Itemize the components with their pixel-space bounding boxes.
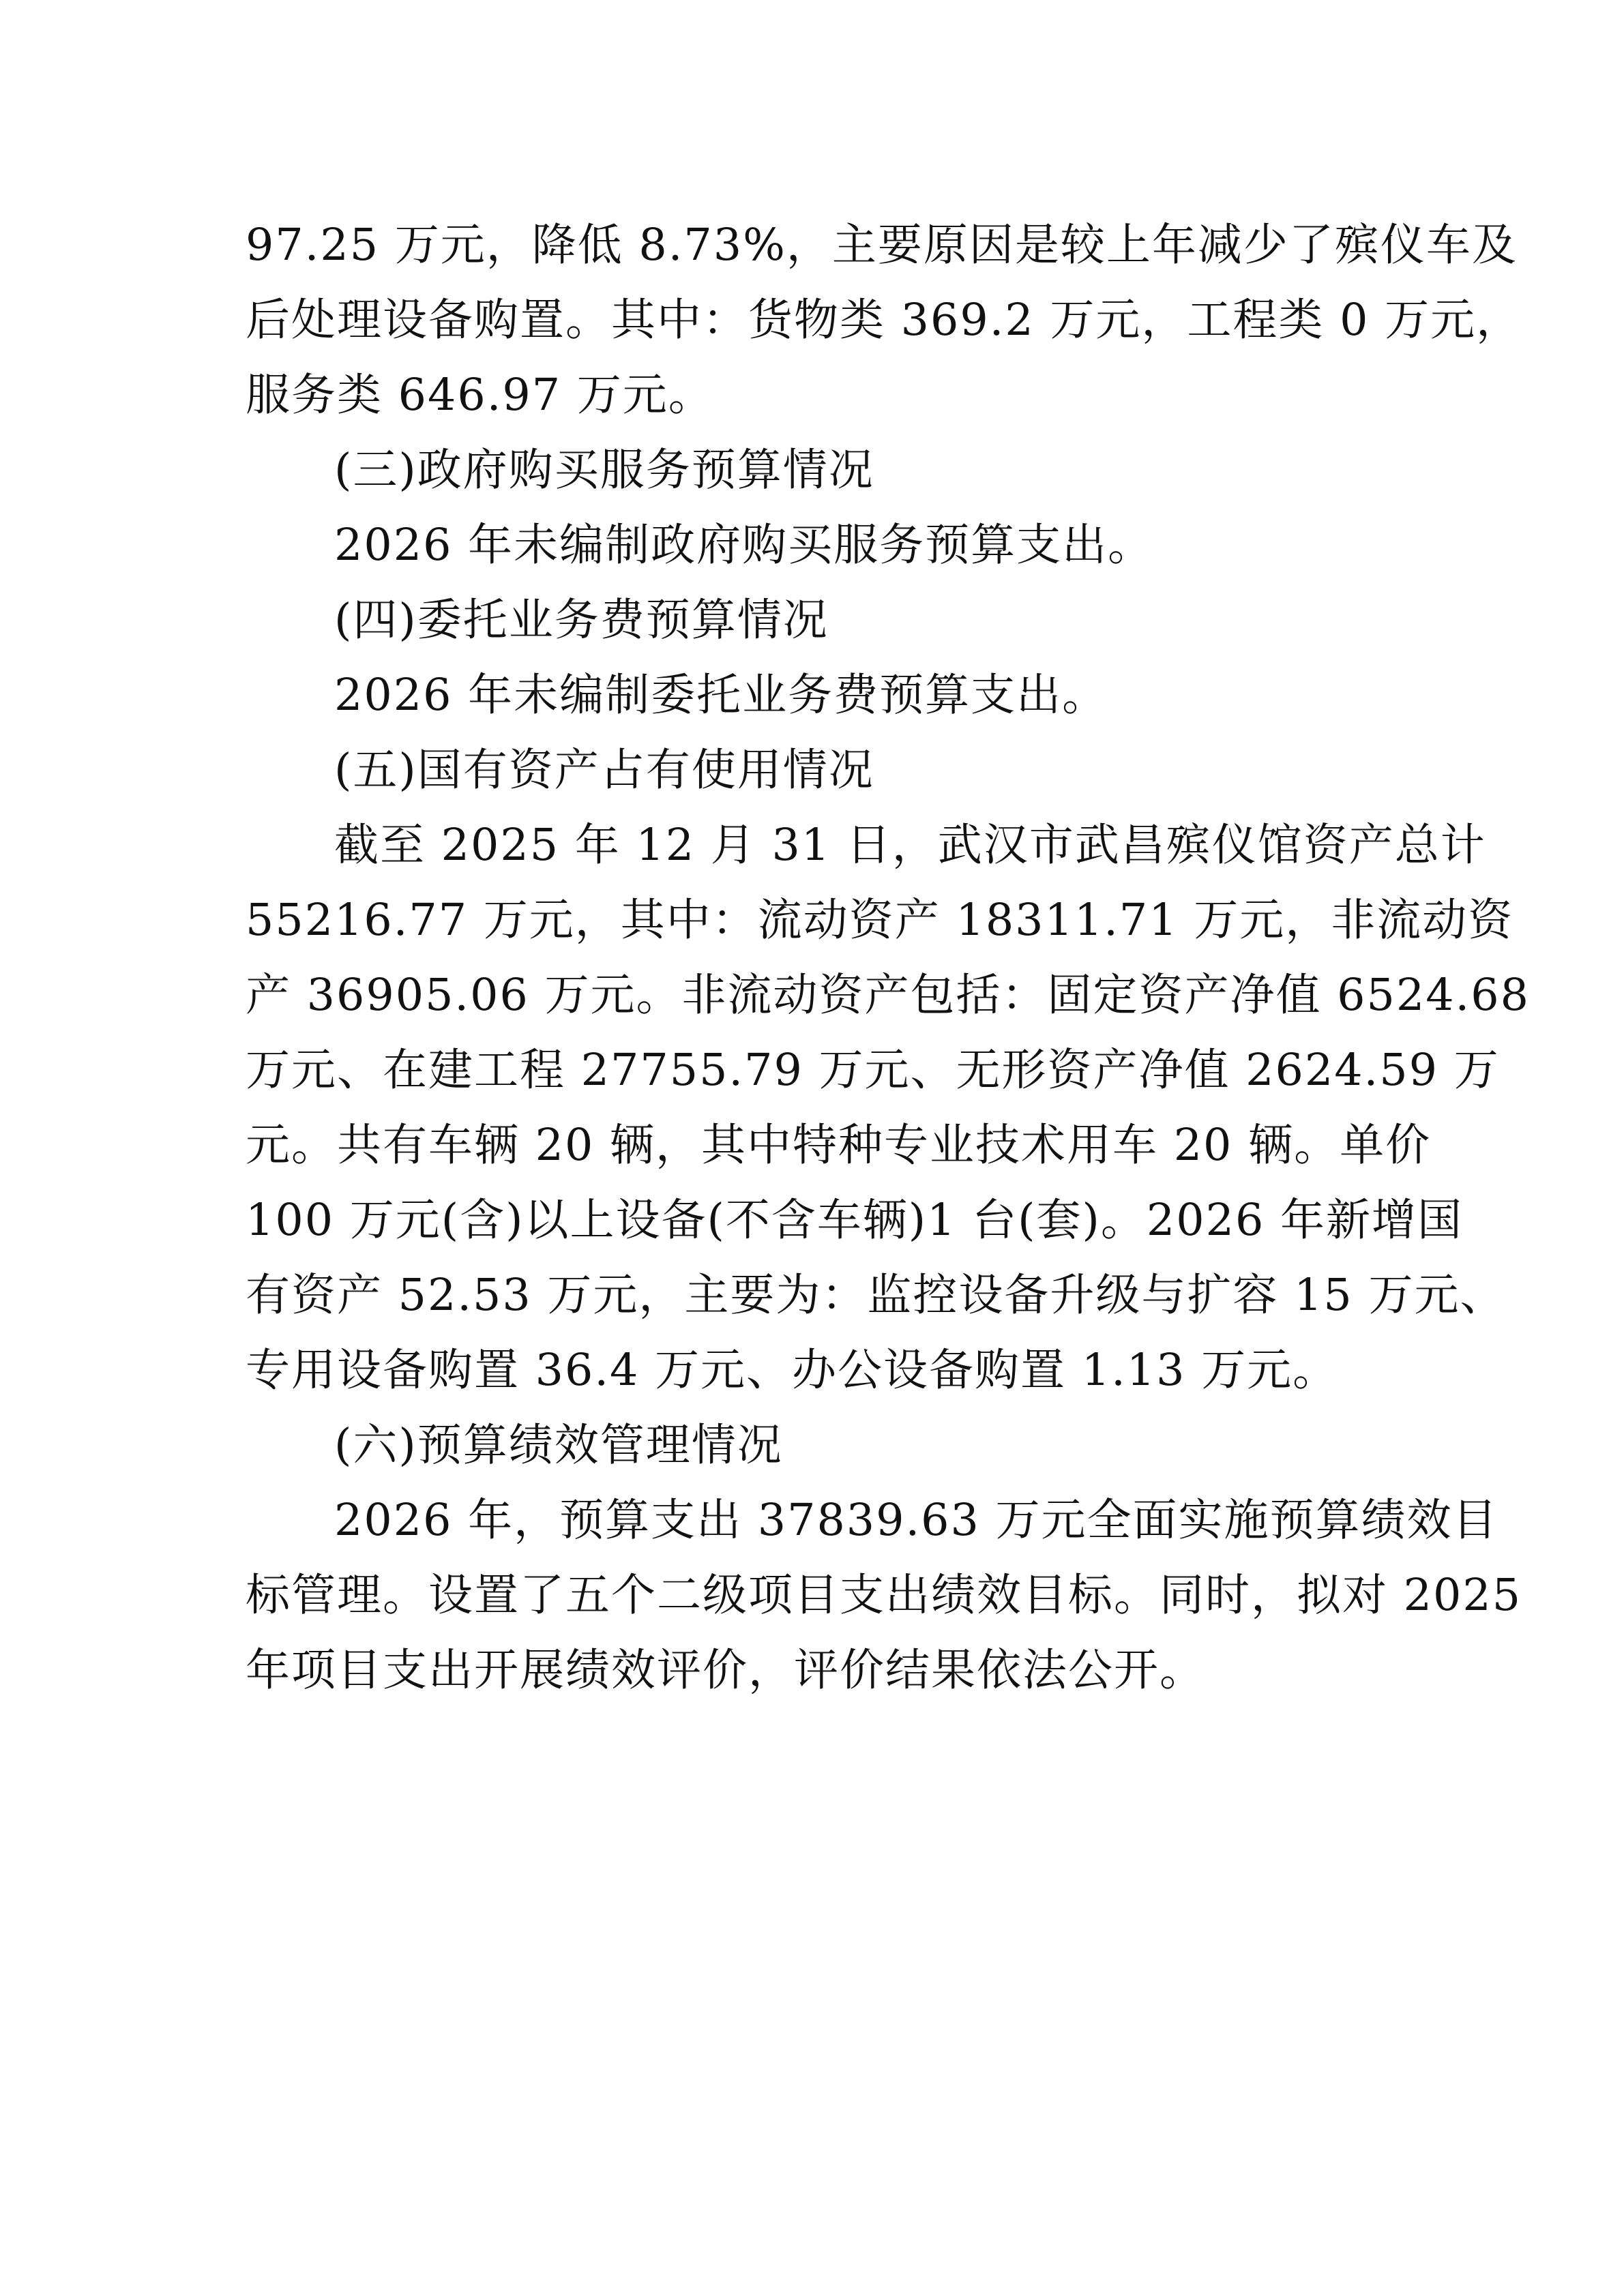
section-6-line-1: 2026 年，预算支出 37839.63 万元全面实施预算绩效目: [334, 1495, 1498, 1546]
section-6-heading: (六)预算绩效管理情况: [334, 1420, 783, 1471]
section-6-line-3: 年项目支出开展绩效评价，评价结果依法公开。: [246, 1645, 1206, 1696]
section-3-heading: (三)政府购买服务预算情况: [334, 445, 874, 496]
section-5-heading: (五)国有资产占有使用情况: [334, 745, 874, 796]
section-5-line-2: 55216.77 万元，其中：流动资产 18311.71 万元，非流动资: [246, 895, 1514, 946]
section-3-body: 2026 年未编制政府购买服务预算支出。: [334, 520, 1154, 571]
section-5-line-3: 产 36905.06 万元。非流动资产包括：固定资产净值 6524.68: [246, 970, 1530, 1021]
section-4-body: 2026 年未编制委托业务费预算支出。: [334, 670, 1108, 721]
section-4-heading: (四)委托业务费预算情况: [334, 595, 829, 646]
procurement-line-2: 后处理设备购置。其中：货物类 369.2 万元，工程类 0 万元，: [246, 295, 1522, 346]
procurement-line-3: 服务类 646.97 万元。: [246, 370, 714, 421]
section-6-line-2: 标管理。设置了五个二级项目支出绩效目标。同时，拟对 2025: [246, 1570, 1522, 1621]
section-5-line-4: 万元、在建工程 27755.79 万元、无形资产净值 2624.59 万: [246, 1045, 1500, 1096]
procurement-line-1: 97.25 万元，降低 8.73%，主要原因是较上年减少了殡仪车及: [246, 220, 1518, 271]
section-5-line-7: 有资产 52.53 万元，主要为：监控设备升级与扩容 15 万元、: [246, 1270, 1506, 1321]
section-5-line-6: 100 万元(含)以上设备(不含车辆)1 台(套)。2026 年新增国: [246, 1195, 1463, 1246]
section-5-line-5: 元。共有车辆 20 辆，其中特种专业技术用车 20 辆。单价: [246, 1120, 1432, 1171]
section-5-line-1: 截至 2025 年 12 月 31 日，武汉市武昌殡仪馆资产总计: [334, 820, 1486, 871]
section-5-line-8: 专用设备购置 36.4 万元、办公设备购置 1.13 万元。: [246, 1345, 1339, 1396]
